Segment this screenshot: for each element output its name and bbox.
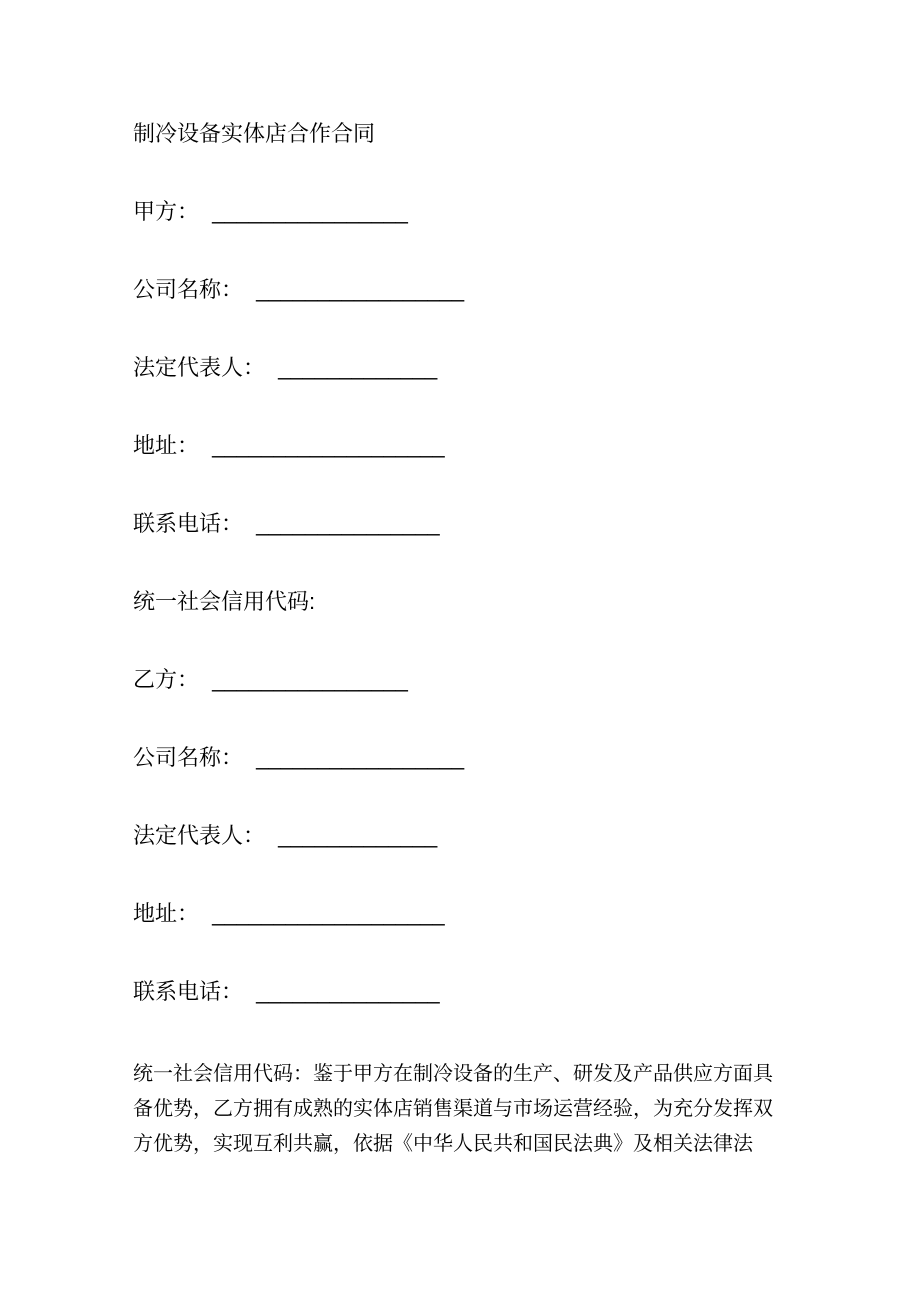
field-row-party-b-legal-rep [133, 823, 920, 848]
party-a-address-blank: ___________________ [212, 433, 445, 458]
field-row-party-b-phone [133, 979, 920, 1004]
party-b-label: 乙方： [133, 667, 200, 692]
party-b-phone-label: 联系电话： [133, 979, 244, 1004]
field-row-party-b [133, 667, 920, 692]
party-a-label: 甲方： [133, 199, 200, 224]
party-a-legal-rep-blank: _____________ [278, 355, 438, 380]
party-a-blank: ________________ [212, 199, 408, 224]
field-row-party-a-address [133, 433, 920, 458]
party-b-company-label: 公司名称： [133, 745, 244, 770]
party-b-legal-rep-blank: _____________ [278, 823, 438, 848]
party-b-company-blank: _________________ [256, 745, 465, 770]
party-a-address-label: 地址： [133, 433, 200, 458]
party-b-phone-blank: _______________ [256, 979, 440, 1004]
field-row-party-b-company [133, 745, 920, 770]
field-row-party-a-company [133, 277, 920, 302]
party-b-address-label: 地址： [133, 901, 200, 926]
field-row-party-b-address [133, 901, 920, 926]
party-b-address-blank: ___________________ [212, 901, 445, 926]
party-a-company-label: 公司名称： [133, 277, 244, 302]
preamble-line: 备优势，乙方拥有成熟的实体店销售渠道与市场运营经验，为充分发挥双 [133, 1098, 773, 1120]
field-row-party-a [133, 199, 920, 224]
party-a-credit-code-line: 统一社会信用代码: [133, 589, 316, 614]
party-a-phone-blank: _______________ [256, 511, 440, 536]
party-a-phone-label: 联系电话： [133, 511, 244, 536]
field-row-party-a-legal-rep [133, 355, 920, 380]
preamble-line: 方优势，实现互利共赢，依据《中华人民共和国民法典》及相关法律法 [133, 1133, 753, 1155]
preamble-line: 统一社会信用代码：鉴于甲方在制冷设备的生产、研发及产品供应方面具 [133, 1063, 773, 1085]
document-content [133, 121, 920, 1162]
document-title: 制冷设备实体店合作合同 [133, 121, 376, 146]
party-a-legal-rep-label: 法定代表人： [133, 355, 266, 380]
party-a-company-blank: _________________ [256, 277, 465, 302]
contract-preamble [133, 1057, 920, 1162]
party-b-blank: ________________ [212, 667, 408, 692]
field-row-party-a-phone [133, 511, 920, 536]
party-b-legal-rep-label: 法定代表人： [133, 823, 266, 848]
